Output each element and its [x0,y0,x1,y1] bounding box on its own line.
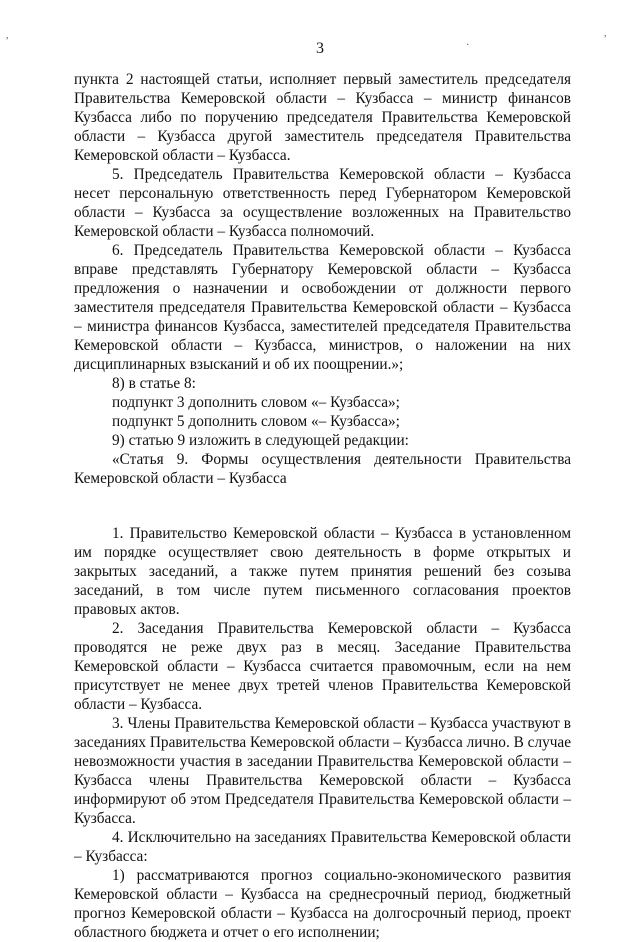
blank-line [74,507,571,524]
document-body [74,70,571,942]
scan-speck: , [6,30,9,41]
amendment-subitem-3: подпункт 3 дополнить словом «– Кузбасса»; [112,394,400,411]
clause-5-paragraph: 5. Председатель Правительства Кемеровской области – Кузбасса несет персональную ответственность перед Губернатором Кемеровской области – Кузбасса за осуществление возложенных на Правительство Кемеровской области – Кузбасса полномочий. [74,166,571,240]
clause-6-paragraph: 6. Председатель Правительства Кемеровской области – Кузбасса вправе представлять Губернатору Кемеровской области – Кузбасса предложения о назначении и освобождении от должности первого заместителя председателя Правительства Кемеровской области – Кузбасса – министра финансов Кузбасса, заместителей председателя Правительства Кемеровской области – Кузбасса, министров, о наложении на них дисциплинарных взысканий и об их поощрении.»; [74,242,571,373]
article-9-heading: «Статья 9. Формы осуществления деятельности Правительства Кемеровской области – Кузбасса [74,451,571,487]
article-9-clause-2: 2. Заседания Правительства Кемеровской области – Кузбасса проводятся не реже двух раз в месяц. Заседание Правительства Кемеровской области – Кузбасса считается правомочным, если на нем присутствует не менее двух третей членов Правительства Кемеровской области – Кузбасса. [74,620,571,713]
amendment-subitem-5: подпункт 5 дополнить словом «– Кузбасса»; [112,413,400,430]
blank-line [74,488,571,507]
amendment-item-9: 9) статью 9 изложить в следующей редакции: [112,432,409,449]
article-9-clause-4-item-1: 1) рассматриваются прогноз социально-экономического развития Кемеровской области – Кузбасса на среднесрочный период, бюджетный прогноз Кемеровской области – Кузбасса на долгосрочный период, проект областного бюджета и отчет о его исполнении; [74,867,571,941]
continuation-paragraph: пункта 2 настоящей статьи, исполняет первый заместитель председателя Правительства Кемеровской области – Кузбасса – министр финансов Кузбасса либо по поручению председателя Правительства Кемеровской области – Кузбасса другой заместитель председателя Правительства Кемеровской области – Кузбасса. [74,71,571,164]
article-9-clause-1: 1. Правительство Кемеровской области – Кузбасса в установленном им порядке осуществляет свою деятельность в форме открытых и закрытых заседаний, а также путем принятия решений без созыва заседаний, в том числе путем письменного согласования проектов правовых актов. [74,525,571,618]
scan-speck: · [466,40,470,51]
page-number: 3 [316,40,324,57]
article-9-clause-3: 3. Члены Правительства Кемеровской области – Кузбасса участвуют в заседаниях Правительства Кемеровской области – Кузбасса лично. В случае невозможности участия в заседании Правительства Кемеровской области – Кузбасса члены Правительства Кемеровской области – Кузбасса информируют об этом Председателя Правительства Кемеровской области – Кузбасса. [74,715,571,827]
amendment-item-8: 8) в статье 8: [112,375,196,392]
scan-speck: , [604,28,607,39]
article-9-clause-4: 4. Исключительно на заседаниях Правительства Кемеровской области – Кузбасса: [74,829,571,865]
